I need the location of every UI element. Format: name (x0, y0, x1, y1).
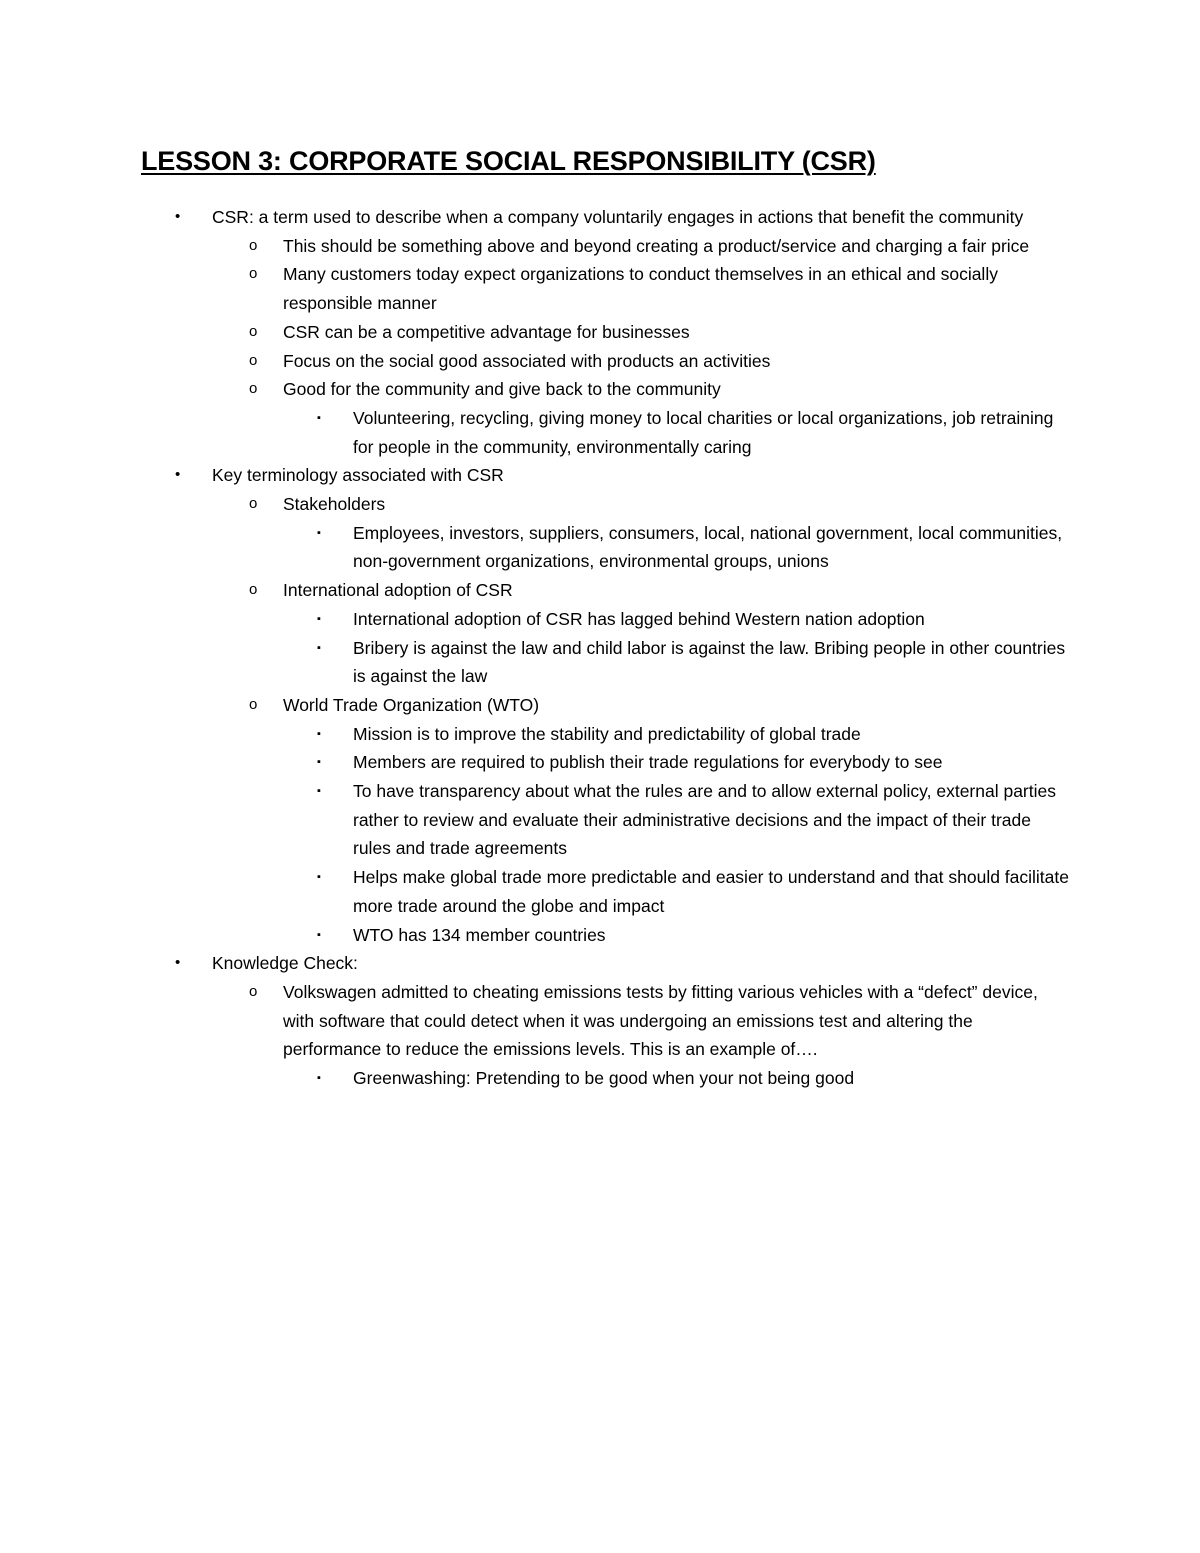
bullet-square-icon: ▪ (317, 727, 321, 740)
sub-sub-list (317, 605, 1072, 691)
sub-list-item (249, 375, 1072, 461)
sub-sub-list-item-text: Members are required to publish their trade regulations for everybody to see (353, 752, 943, 773)
bullet-square-icon: ▪ (317, 526, 321, 539)
sub-list-item-text: Volkswagen admitted to cheating emissions tests by fitting various vehicles with a “defect” device, with software that could detect when it was undergoing an emissions test and altering the performance to reduce the emissions levels. This is an example of…. (283, 981, 1038, 1060)
sub-list-item (249, 260, 1072, 317)
bullet-circle-icon: o (249, 495, 258, 513)
sub-sub-list-item-text: Greenwashing: Pretending to be good when your not being good (353, 1068, 855, 1089)
sub-list-item-text: Many customers today expect organizations to conduct themselves in an ethical and socially responsible manner (283, 264, 998, 314)
sub-sub-list (317, 404, 1072, 461)
sub-list-item (249, 232, 1072, 261)
bullet-circle-icon: o (249, 236, 258, 254)
sub-sub-list-item (317, 720, 1072, 749)
list-item (175, 949, 1072, 1093)
bullet-square-icon: ▪ (317, 928, 321, 941)
sub-list-item-text: International adoption of CSR (283, 580, 513, 601)
bullet-circle-icon: o (249, 322, 258, 340)
sub-list-item (249, 490, 1072, 576)
list-item-text: Key terminology associated with CSR (212, 465, 504, 486)
bullet-circle-icon: o (249, 581, 258, 599)
bullet-square-icon: ▪ (317, 756, 321, 769)
sub-list (249, 978, 1072, 1093)
sub-sub-list-item (317, 1064, 1072, 1093)
sub-sub-list-item-text: International adoption of CSR has lagged behind Western nation adoption (353, 608, 925, 629)
bullet-square-icon: ▪ (317, 641, 321, 654)
sub-sub-list-item (317, 519, 1072, 576)
sub-sub-list-item-text: WTO has 134 member countries (353, 924, 606, 945)
bullet-circle-icon: o (249, 351, 258, 369)
sub-list-item-text: World Trade Organization (WTO) (283, 694, 540, 715)
outline-list (175, 203, 1072, 1093)
sub-sub-list-item (317, 863, 1072, 920)
sub-sub-list-item-text: To have transparency about what the rules are and to allow external policy, external parties rather to review and evaluate their administrative decisions and the impact of their trade rules and trade agreements (353, 781, 1056, 859)
sub-list-item-text: This should be something above and beyond creating a product/service and charging a fair price (283, 235, 1030, 256)
bullet-disc-icon: • (175, 466, 181, 484)
sub-list (249, 232, 1072, 462)
sub-sub-list-item (317, 605, 1072, 634)
bullet-square-icon: ▪ (317, 785, 321, 798)
page-title: LESSON 3: CORPORATE SOCIAL RESPONSIBILITY (CSR) (141, 146, 876, 176)
sub-sub-list-item (317, 404, 1072, 461)
sub-list-item (249, 318, 1072, 347)
sub-sub-list-item-text: Volunteering, recycling, giving money to local charities or local organizations, job retraining for people in the community, environmentally caring (353, 407, 1054, 457)
bullet-square-icon: ▪ (317, 1072, 321, 1085)
sub-list-item (249, 691, 1072, 949)
sub-list-item (249, 978, 1072, 1093)
sub-sub-list-item-text: Helps make global trade more predictable and easier to understand and that should facilitate more trade around the globe and impact (353, 867, 1069, 916)
sub-sub-list-item-text: Bribery is against the law and child labor is against the law. Bribing people in other countries is against the law (353, 637, 1066, 687)
bullet-square-icon: ▪ (317, 612, 321, 625)
sub-sub-list-item (317, 921, 1072, 950)
sub-sub-list-item (317, 777, 1072, 863)
sub-list-item-text: Good for the community and give back to the community (283, 379, 721, 400)
bullet-circle-icon: o (249, 265, 258, 283)
sub-sub-list (317, 720, 1072, 950)
sub-sub-list-item-text: Mission is to improve the stability and predictability of global trade (353, 723, 861, 744)
bullet-square-icon: ▪ (317, 871, 321, 884)
bullet-disc-icon: • (175, 954, 181, 972)
bullet-disc-icon: • (175, 208, 181, 225)
bullet-circle-icon: o (249, 982, 258, 1000)
sub-sub-list-item (317, 634, 1072, 691)
sub-list-item (249, 576, 1072, 691)
sub-list-item-text: Stakeholders (283, 494, 386, 515)
sub-list-item-text: Focus on the social good associated with products an activities (283, 350, 771, 371)
list-item-text: Knowledge Check: (212, 953, 358, 974)
bullet-circle-icon: o (249, 695, 258, 713)
list-item (175, 461, 1072, 949)
sub-list-item (249, 347, 1072, 376)
sub-sub-list-item (317, 748, 1072, 777)
list-item (175, 203, 1072, 461)
bullet-circle-icon: o (249, 380, 258, 398)
list-item-text: CSR: a term used to describe when a company voluntarily engages in actions that benefit the community (212, 207, 1024, 227)
bullet-square-icon: ▪ (317, 411, 321, 424)
sub-list (249, 490, 1072, 949)
sub-sub-list-item-text: Employees, investors, suppliers, consumers, local, national government, local communities, non-government organizations, environmental groups, unions (353, 522, 1063, 572)
sub-list-item-text: CSR can be a competitive advantage for businesses (283, 321, 690, 342)
sub-sub-list (317, 519, 1072, 576)
sub-sub-list (317, 1064, 1072, 1093)
